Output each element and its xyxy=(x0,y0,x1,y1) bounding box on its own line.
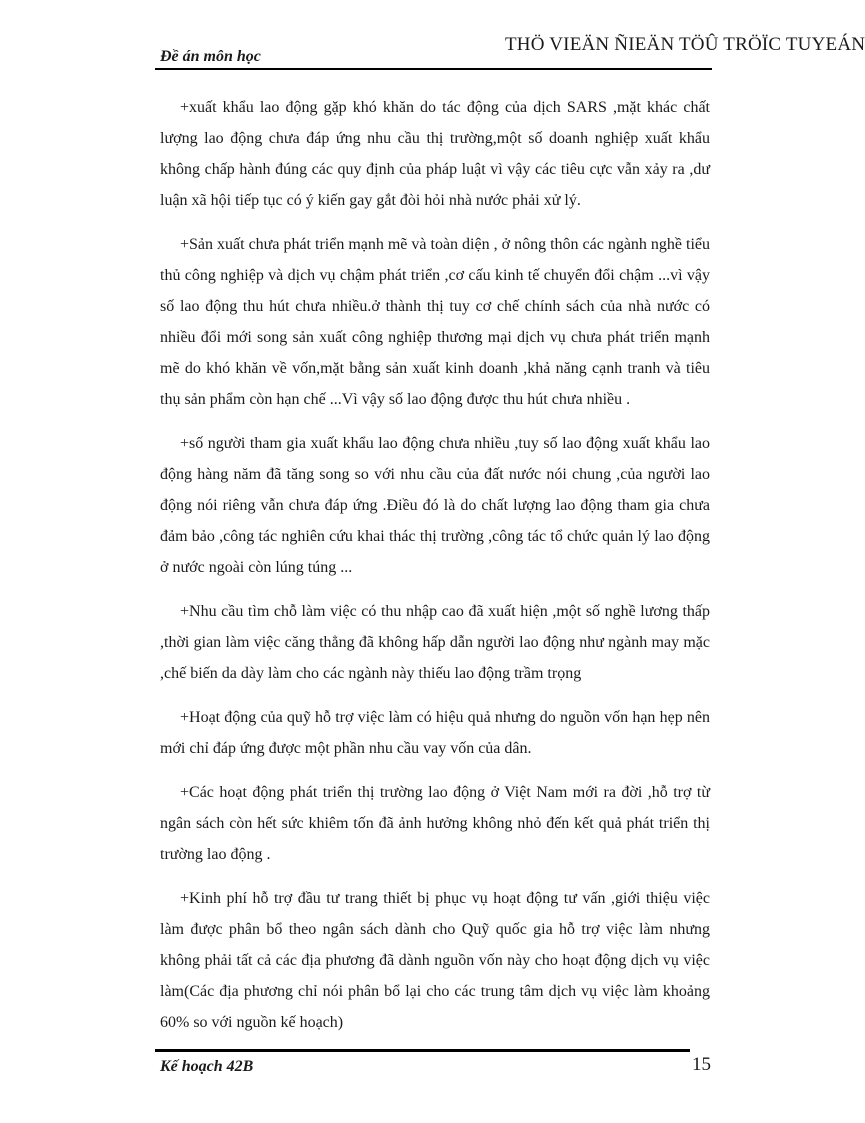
paragraph-1: +xuất khẩu lao động gặp khó khăn do tác động của dịch SARS ,mặt khác chất lượng lao động chưa đáp ứng nhu cầu thị trường,một số doanh nghiệp xuất khẩu không chấp hành đúng các quy định của pháp luật vì vậy các tiêu cực vẫn xảy ra ,dư luận xã hội tiếp tục có ý kiến gay gắt đòi hỏi nhà nước phải xử lý. xyxy=(160,99,710,209)
paragraph-7: +Kinh phí hỗ trợ đầu tư trang thiết bị phục vụ hoạt động tư vấn ,giới thiệu việc làm được phân bổ theo ngân sách dành cho Quỹ quốc gia hỗ trợ việc làm nhưng không phải tất cả các địa phương đã dành nguồn vốn này cho hoạt động dịch vụ việc làm(Các địa phương chỉ nói phân bổ lại cho các trung tâm dịch vụ việc làm khoảng 60% so với nguồn kế hoạch) xyxy=(160,890,710,1031)
paragraph-5: +Hoạt động của quỹ hỗ trợ việc làm có hiệu quả nhưng do nguồn vốn hạn hẹp nên mới chỉ đáp ứng được một phần nhu cầu vay vốn của dân. xyxy=(160,709,710,757)
paragraph-6: +Các hoạt động phát triển thị trường lao động ở Việt Nam mới ra đời ,hỗ trợ từ ngân sách còn hết sức khiêm tốn đã ảnh hưởng không nhỏ đến kết quả phát triển thị trường lao động . xyxy=(160,784,710,863)
page-number: 15 xyxy=(692,1054,711,1075)
header-course-title: Đề án môn học xyxy=(160,48,261,65)
header-library-title: THÖ VIEÄN ÑIEÄN TÖÛ TRÖÏC TUYEÁN xyxy=(505,34,865,55)
paragraph-3: +số người tham gia xuất khẩu lao động chưa nhiều ,tuy số lao động xuất khẩu lao động hàng năm đã tăng song so với nhu cầu của đất nước nói chung ,của người lao động nói riêng vẫn chưa đáp ứng .Điều đó là do chất lượng lao động tham gia chưa đảm bảo ,công tác nghiên cứu khai thác thị trường ,công tác tổ chức quản lý lao động ở nước ngoài còn lúng túng ... xyxy=(160,435,710,576)
footer-class-label: Kế hoạch 42B xyxy=(160,1058,254,1075)
paragraph-4: +Nhu cầu tìm chỗ làm việc có thu nhập cao đã xuất hiện ,một số nghề lương thấp ,thời gian làm việc căng thẳng đã không hấp dẫn người lao động như ngành may mặc ,chế biến da dày làm cho các ngành này thiếu lao động trầm trọng xyxy=(160,603,710,682)
document-body xyxy=(160,92,710,1051)
paragraph-2: +Sản xuất chưa phát triển mạnh mẽ và toàn diện , ở nông thôn các ngành nghề tiểu thủ công nghiệp và dịch vụ chậm phát triển ,cơ cấu kinh tế chuyển đổi chậm ...vì vậy số lao động thu hút chưa nhiều.ở thành thị tuy cơ chế chính sách của nhà nước có nhiều đổi mới song sản xuất công nghiệp thương mại dịch vụ chưa phát triển mạnh mẽ do khó khăn về vốn,mặt bằng sản xuất kinh doanh ,khả năng cạnh tranh và tiêu thụ sản phẩm còn hạn chế ...Vì vậy số lao động được thu hút chưa nhiều . xyxy=(160,236,711,408)
header-divider xyxy=(155,68,712,70)
footer-divider xyxy=(155,1049,690,1052)
